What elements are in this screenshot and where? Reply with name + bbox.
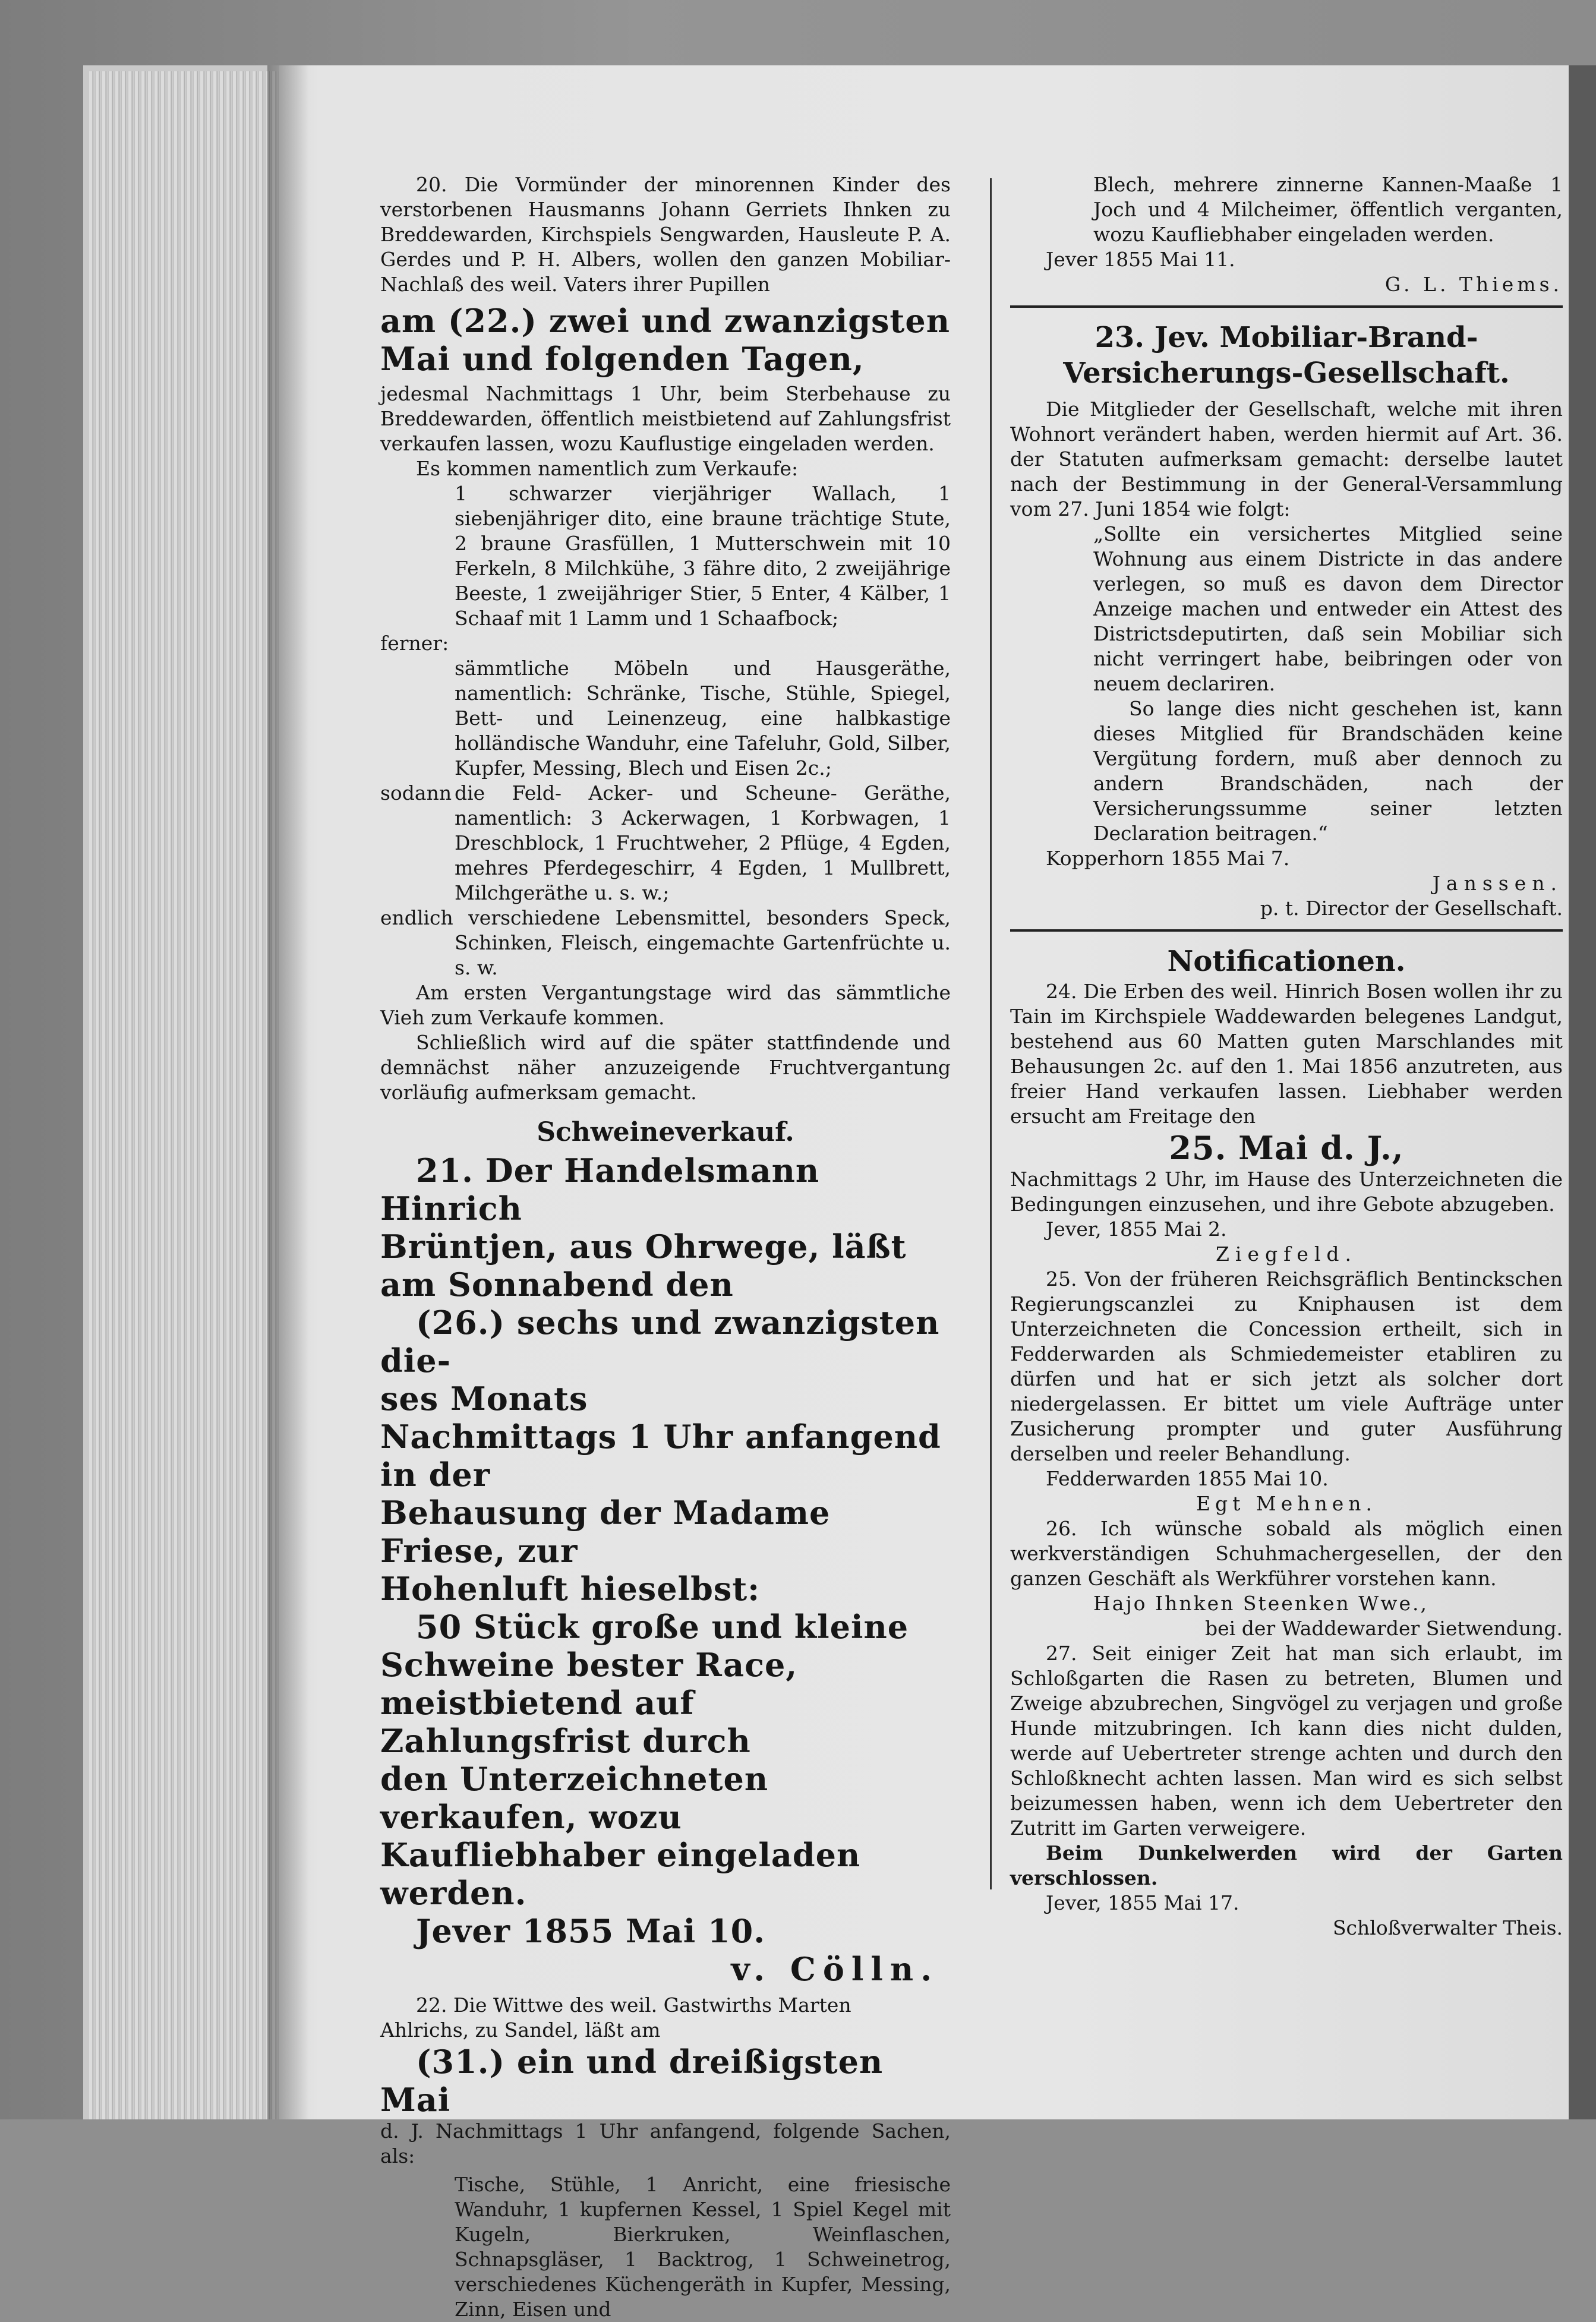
ad21-line-13: Kaufliebhaber eingeladen werden. [380,1836,861,1912]
ad21-heading: Schweineverkauf. [537,1117,794,1147]
ad21-place-date: Jever 1855 Mai 10. [416,1912,766,1950]
ad20-label-sodann: sodann [380,781,452,805]
ad25-place-date: Fedderwarden 1855 Mai 10. [1046,1467,1329,1490]
ad27-text: 27. Seit einiger Zeit hat man sich erlaubt, im Schloßgarten die Rasen zu betreten, Blumen und Zweige abzubrechen, Singvögel zu verjagen und große Hunde mitzubringen. Ich kann dies nicht dulden, werde auf Uebertreter strenge achten und durch den Schloßknecht achten lassen. Man wird es sich selbst beizumessen haben, wenn ich dem Uebertreter den Zutritt im Garten verweigere. [1010,1642,1563,1840]
ad23-heading-1: 23. Jev. Mobiliar-Brand- [1095,321,1478,354]
ad20-items-food: endlich verschiedene Lebensmittel, besonders Speck, Schinken, Fleisch, eingemachte Gartenfrüchte u. s. w. [380,906,951,979]
ad20-terms: jedesmal Nachmittags 1 Uhr, beim Sterbehause zu Breddewarden, öffentlich meistbietend auf Zahlungsfrist verkaufen lassen, wozu Kauflustige eingeladen werden. [380,382,951,455]
ad24-place-date: Jever, 1855 Mai 2. [1046,1217,1227,1241]
ad26-signature-2: bei der Waddewarder Sietwendung. [1205,1617,1563,1640]
ad21-line-11: meistbietend auf Zahlungsfrist durch [380,1684,751,1760]
announcement-27 [1010,1641,1563,1941]
section-rule [1010,305,1563,308]
ad20-intro: 20. Die Vormünder der minorennen Kinder des verstorbenen Hausmanns Johann Gerriets Ihnken zu Breddewarden, Kirchspiels Sengwarden, Hausleute P. A. Gerdes und P. H. Albers, wollen den ganzen Mobiliar-Nachlaß des weil. Vaters ihrer Pupillen [380,173,951,296]
announcement-24 [1010,979,1563,1267]
ad22-items-continued: Blech, mehrere zinnerne Kannen-Maaße 1 Joch und 4 Milcheimer, öffentlich verganten, wozu Kaufliebhaber eingeladen werden. [1093,173,1563,246]
ad21-line-2: Brüntjen, aus Ohrwege, läßt [380,1228,907,1266]
ad23-signature-title: p. t. Director der Gesellschaft. [1260,897,1563,920]
ad25-signature: Egt Mehnen. [1196,1492,1377,1515]
ad25-text: 25. Von der früheren Reichsgräflich Bentinckschen Regierungscanzlei zu Kniphausen ist dem Unterzeichneten die Concession ertheilt, sich in Fedderwarden als Schmiedemeister etabliren zu dürfen und hat er sich jetzt als solcher dort niedergelassen. Er bittet um viele Aufträge unter Zusicherung prompter und guter Ausführung derselben und reeler Behandlung. [1010,1267,1563,1465]
ad26-signature: Hajo Ihnken Steenken Wwe., [1093,1592,1428,1615]
ad26-text: 26. Ich wünsche sobald als möglich einen werkverständigen Schuhmachergesellen, der den ganzen Geschäft als Werkführer vorstehen kann. [1010,1517,1563,1590]
ad20-note-1: Am ersten Vergantungstage wird das sämmtliche Vieh zum Verkaufe kommen. [380,981,951,1029]
ad20-items-tools: die Feld- Acker- und Scheune- Geräthe, namentlich: 3 Ackerwagen, 1 Korbwagen, 1 Dreschblock, 1 Fruchtweher, 2 Pflüge, 4 Egden, mehres Pferdegeschirr, 4 Egden, 1 Mullbrett, Milchgeräthe u. s. w.; [455,781,951,904]
announcement-23 [1010,320,1563,921]
ad22-intro-2: Ahlrichs, zu Sandel, läßt am [380,2018,661,2042]
ad23-heading-2: Versicherungs-Gesellschaft. [1063,356,1510,390]
right-edge-shadow [1569,65,1596,2119]
ad21-line-3: am Sonnabend den [380,1266,734,1304]
announcement-20 [380,172,951,1105]
column-divider [990,178,992,1889]
ad23-quote-2: So lange dies nicht geschehen ist, kann dieses Mitglied für Brandschäden keine Vergütung fordern, muß aber dennoch zu andern Brandschäden, nach der Versicherungssumme seiner letzten Declaration beitragen.“ [1093,697,1563,845]
ad21-line-9: 50 Stück große und kleine [416,1608,909,1646]
left-column [380,172,951,2322]
ad20-items-intro: Es kommen namentlich zum Verkaufe: [416,457,799,480]
ad21-line-4: (26.) sechs und zwanzigsten die- [380,1304,940,1380]
spine-shadow [267,65,309,2119]
ad22-signature: G. L. Thiems. [1384,273,1563,296]
ad20-note-2: Schließlich wird auf die später stattfindende und demnächst näher anzuzeigende Fruchtvergantung vorläufig aufmerksam gemacht. [380,1031,951,1104]
ad22-place-date: Jever 1855 Mai 11. [1046,248,1235,271]
ad21-line-1: 21. Der Handelsmann Hinrich [380,1151,820,1228]
ad24-signature: Ziegfeld. [1215,1242,1358,1266]
ad23-text: Die Mitglieder der Gesellschaft, welche mit ihren Wohnort verändert haben, werden hiermit auf Art. 36. der Statuten aufmerksam gemacht: derselbe lautet nach der Bestimmung in der General-Versammlung vom 27. Juni 1854 wie folgt: [1010,397,1563,520]
announcement-26 [1010,1516,1563,1641]
ad23-signature: Janssen. [1432,872,1563,895]
ad22-time: d. J. Nachmittags 1 Uhr anfangend, folgende Sachen, als: [380,2119,951,2168]
ad22-intro-1: 22. Die Wittwe des weil. Gastwirths Marten [416,1993,851,2017]
ad27-place-date: Jever, 1855 Mai 17. [1046,1891,1239,1914]
ad21-line-7: Behausung der Madame Friese, zur [380,1494,831,1570]
ad21-line-12: den Unterzeichneten verkaufen, wozu [380,1760,769,1836]
ad21-line-10: Schweine bester Race, [380,1646,798,1684]
right-column [1010,172,1563,1941]
ad27-notice: Beim Dunkelwerden wird der Garten verschlossen. [1010,1841,1563,1889]
ad24-text-2: Nachmittags 2 Uhr, im Hause des Unterzeichneten die Bedingungen einzusehen, und ihre Gebote abzugeben. [1010,1168,1563,1216]
ad23-quote-1: „Sollte ein versichertes Mitglied seine Wohnung aus einem Districte in das andere verlegen, so muß es davon dem Director Anzeige machen und entweder ein Attest des Districtsdeputirten, daß sein Mobiliar sich nicht verringert habe, beibringen oder von neuem declariren. [1093,522,1563,695]
ad21-line-5: ses Monats [380,1380,588,1418]
ad22-items: Tische, Stühle, 1 Anricht, eine friesische Wanduhr, 1 kupfernen Kessel, 1 Spiel Kegel mit Kugeln, Bierkruken, Weinflaschen, Schnapsgläser, 1 Backtrog, 1 Schweinetrog, verschiedenes Küchengeräth in Kupfer, Messing, Zinn, Eisen und [455,2173,951,2321]
announcement-22 [380,1993,951,2322]
ad20-items-livestock: 1 schwarzer vierjähriger Wallach, 1 siebenjähriger dito, eine braune trächtige Stute, 2 braune Grasfüllen, 1 Mutterschwein mit 10 Ferkeln, 8 Milchkühe, 3 fähre dito, 2 zweijährige Beeste, 1 zweijähriger Stier, 5 Enter, 4 Kälber, 1 Schaaf mit 1 Lamm und 1 Schaafbock; [455,482,951,630]
ad22-date-line: (31.) ein und dreißigsten Mai [380,2043,884,2119]
ad27-signature: Schloßverwalter Theis. [1332,1916,1563,1939]
ad21-line-8: Hohenluft hieselbst: [380,1570,761,1608]
announcement-25 [1010,1267,1563,1516]
ad24-date-line: 25. Mai d. J., [1169,1129,1404,1167]
book-page-edges [89,71,285,2119]
ad20-items-furniture: sämmtliche Möbeln und Hausgeräthe, namentlich: Schränke, Tische, Stühle, Spiegel, Bett- und Leinenzeug, eine halbkastige holländische Wanduhr, eine Tafeluhr, Gold, Silber, Kupfer, Messing, Blech und Eisen 2c.; [455,657,951,780]
ad24-text: 24. Die Erben des weil. Hinrich Bosen wollen ihr zu Tain im Kirchspiele Waddewarden belegenes Landgut, bestehend aus 60 Matten guten Marschlandes mit Behausungen 2c. auf den 1. Mai 1856 anzutreten, aus freier Hand verkaufen lassen. Liebhaber werden ersucht am Freitage den [1010,980,1563,1128]
notifications-heading: Notificationen. [1167,945,1406,978]
ad20-label-ferner: ferner: [380,632,449,655]
announcement-21 [380,1116,951,1988]
section-rule [1010,929,1563,932]
ad21-line-6: Nachmittags 1 Uhr anfangend in der [380,1418,941,1494]
ad23-place-date: Kopperhorn 1855 Mai 7. [1046,847,1290,870]
ad21-signature: v. Cölln. [731,1950,939,1988]
ad20-date-line-1: am (22.) zwei und zwanzigsten [380,302,950,340]
ad20-date-line-2: Mai und folgenden Tagen, [380,340,865,378]
announcement-22-continued [1010,172,1563,297]
ad20-sodann-row [380,781,951,906]
